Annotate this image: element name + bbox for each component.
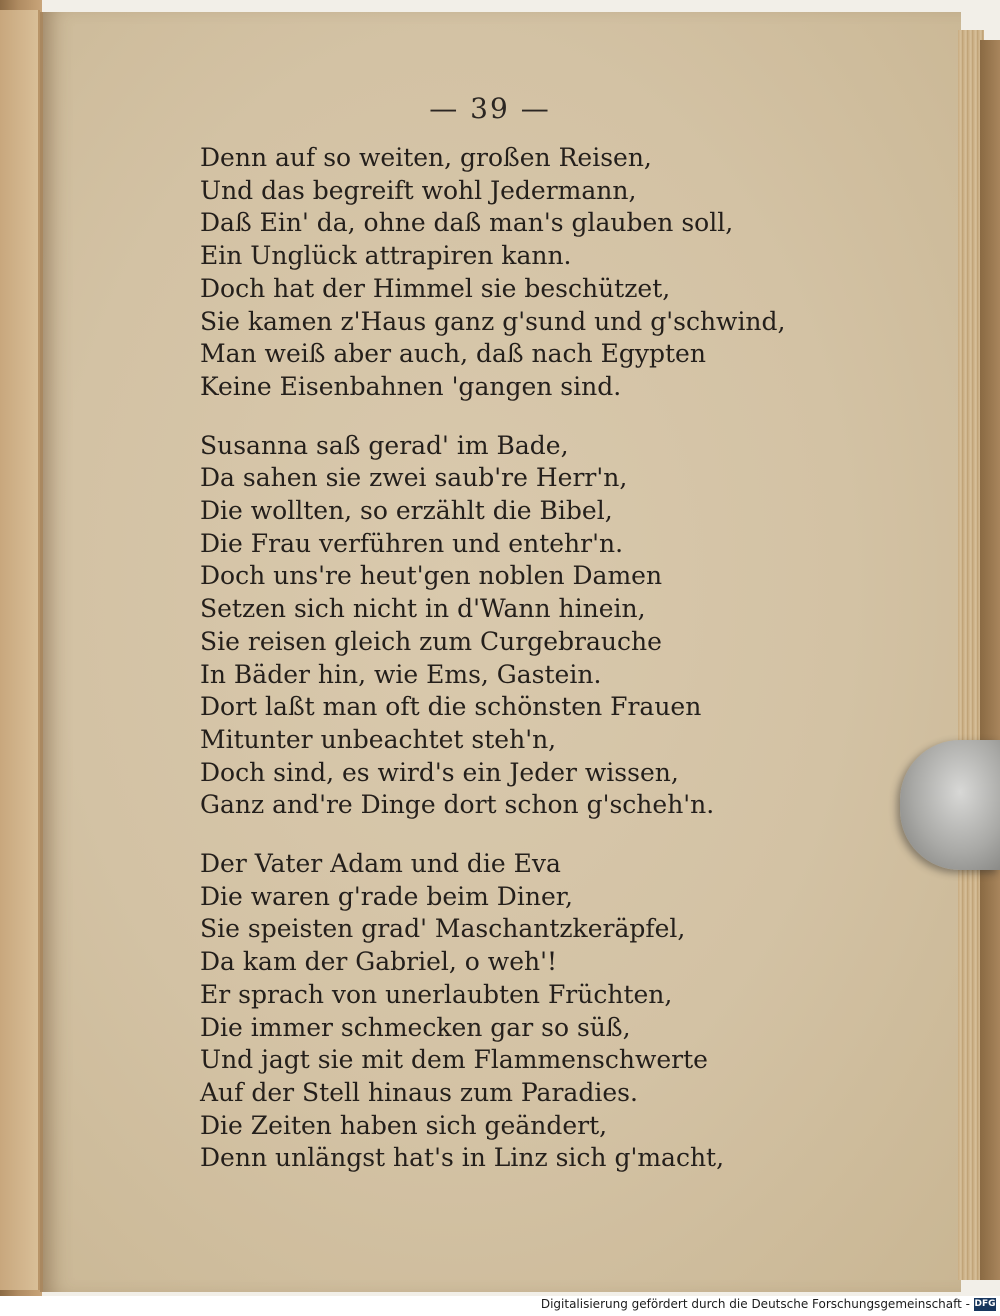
poem-line: Keine Eisenbahnen 'gangen sind. [200, 371, 622, 401]
poem-line: Doch hat der Himmel sie beschützet, [200, 273, 671, 303]
stanza-2 [200, 430, 800, 822]
page-clip [900, 740, 1000, 870]
poem-line: Die Zeiten haben sich geändert, [200, 1110, 608, 1140]
poem-line: Die Frau verführen und entehr'n. [200, 528, 624, 558]
poem-line: Denn auf so weiten, großen Reisen, [200, 143, 652, 172]
book-cover-right [980, 40, 1000, 1280]
poem-line: Mitunter unbeachtet steh'n, [200, 724, 557, 754]
poem-line: Ganz and're Dinge dort schon g'scheh'n. [200, 790, 715, 820]
stanza-3 [200, 848, 800, 1175]
poem-line: In Bäder hin, wie Ems, Gastein. [200, 659, 602, 689]
poem-line: Und das begreift wohl Jedermann, [200, 175, 637, 205]
poem-line: Sie kamen z'Haus ganz g'sund und g'schwind, [200, 306, 786, 336]
poem-line: Doch sind, es wird's ein Jeder wissen, [200, 757, 679, 787]
poem-line: Man weiß aber auch, daß nach Egypten [200, 339, 706, 369]
poem-line: Er sprach von unerlaubten Früchten, [200, 979, 673, 1009]
poem-line: Da kam der Gabriel, o weh'! [200, 947, 558, 977]
poem-line: Sie speisten grad' Maschantzkeräpfel, [200, 914, 686, 944]
poem-line: Der Vater Adam und die Eva [200, 849, 561, 879]
dfg-logo: DFG [974, 1299, 996, 1309]
poem-line: Setzen sich nicht in d'Wann hinein, [200, 594, 646, 624]
poem-line: Die wollten, so erzählt die Bibel, [200, 496, 613, 526]
poem-line: Die waren g'rade beim Diner, [200, 881, 573, 911]
poem-line: Daß Ein' da, ohne daß man's glauben soll, [200, 208, 734, 238]
poem-line: Da sahen sie zwei saub're Herr'n, [200, 463, 628, 493]
poem-line: Dort laßt man oft die schönsten Frauen [200, 692, 702, 722]
poem-text [200, 142, 800, 1201]
poem-line: Susanna saß gerad' im Bade, [200, 430, 569, 460]
poem-line: Sie reisen gleich zum Curgebrauche [200, 626, 662, 656]
page-number: — 39 — [429, 92, 551, 125]
poem-line: Und jagt sie mit dem Flammenschwerte [200, 1045, 708, 1075]
poem-line: Denn unlängst hat's in Linz sich g'macht, [200, 1143, 725, 1173]
footer-credit: Digitalisierung gefördert durch die Deutsche Forschungsgemeinschaft - [540, 1297, 970, 1311]
poem-line: Die immer schmecken gar so süß, [200, 1012, 631, 1042]
poem-line: Doch uns're heut'gen noblen Damen [200, 561, 663, 591]
previous-page-edge [0, 10, 40, 1290]
poem-line: Auf der Stell hinaus zum Paradies. [200, 1077, 638, 1107]
poem-line: Ein Unglück attrapiren kann. [200, 241, 572, 271]
stanza-1 [200, 142, 800, 404]
